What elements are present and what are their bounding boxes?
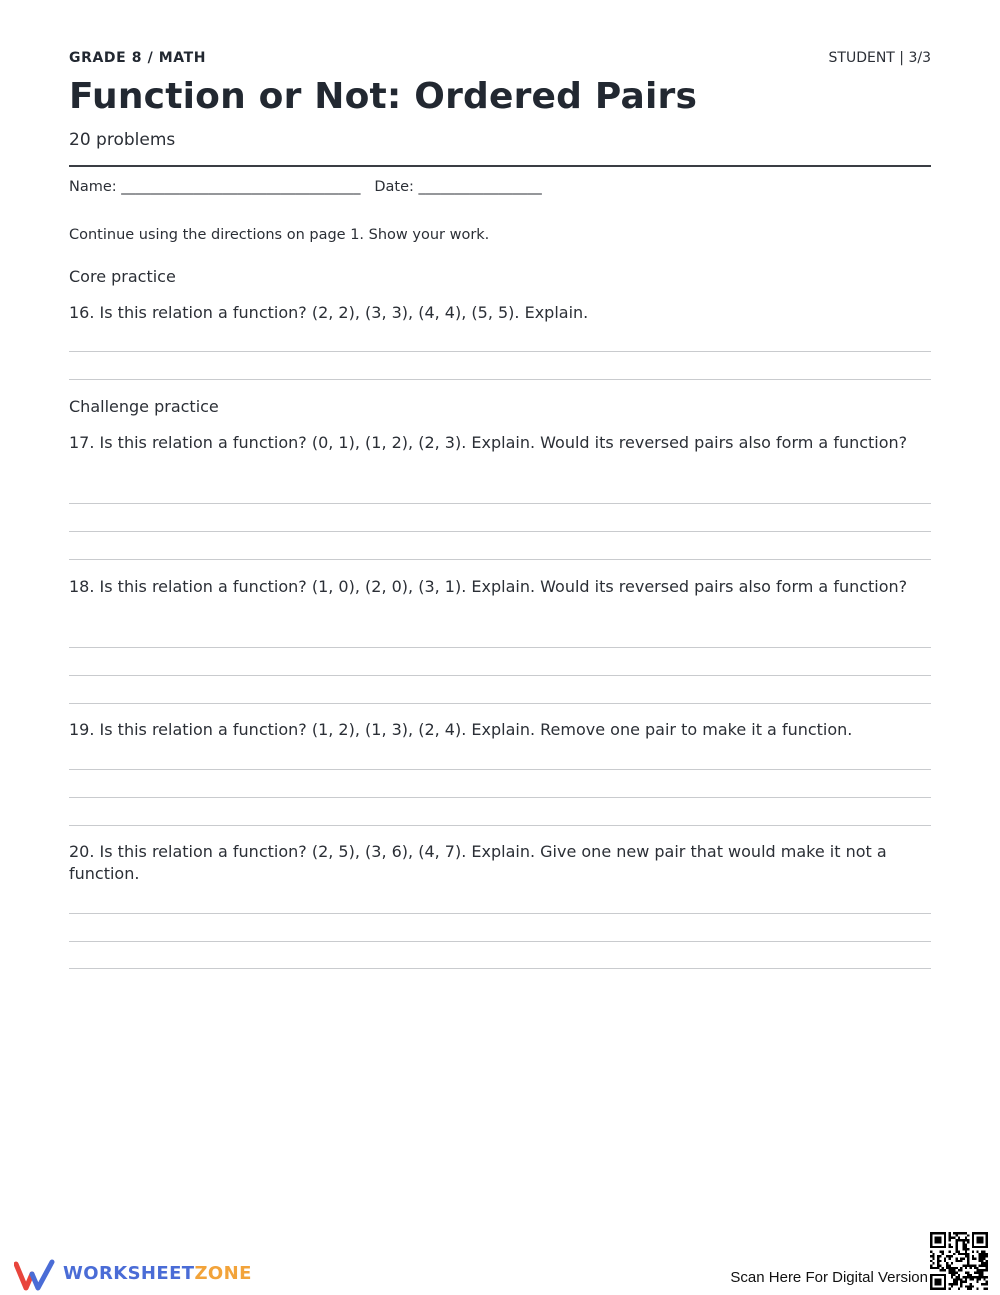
grade-subject-label: GRADE 8 / MATH <box>69 50 207 66</box>
answer-line <box>69 531 931 532</box>
problem-16: 16. Is this relation a function? (2, 2), (3, 3), (4, 4), (5, 5). Explain. <box>69 303 589 322</box>
section-heading-challenge: Challenge practice <box>69 397 219 416</box>
scan-caption: Scan Here For Digital Version <box>730 1269 928 1286</box>
answer-line <box>69 769 931 770</box>
answer-line <box>69 968 931 969</box>
page-number-label: STUDENT | 3/3 <box>828 50 931 66</box>
brand-part-2: ZONE <box>194 1263 252 1284</box>
answer-line <box>69 351 931 352</box>
directions-text: Continue using the directions on page 1. Show your work. <box>69 227 490 243</box>
answer-line <box>69 559 931 560</box>
answer-line <box>69 675 931 676</box>
problem-18: 18. Is this relation a function? (1, 0), (2, 0), (3, 1). Explain. Would its reversed pairs also form a function? <box>69 577 908 596</box>
qr-code-icon[interactable] <box>930 1232 988 1290</box>
answer-line <box>69 941 931 942</box>
brand-part-1: WORKSHEET <box>63 1263 195 1284</box>
answer-line <box>69 647 931 648</box>
header-divider <box>69 165 931 167</box>
answer-line <box>69 797 931 798</box>
worksheetzone-logo-icon <box>14 1258 56 1292</box>
brand-wordmark <box>63 1263 252 1284</box>
page-title: Function or Not: Ordered Pairs <box>69 76 698 117</box>
problem-20: 20. Is this relation a function? (2, 5), (3, 6), (4, 7). Explain. Give one new pair that would make it not a function. <box>69 842 887 883</box>
answer-line <box>69 703 931 704</box>
section-heading-core: Core practice <box>69 267 176 286</box>
name-date-fields: Name: _________________________________ Date: _________________ <box>69 179 542 195</box>
answer-line <box>69 913 931 914</box>
answer-line <box>69 503 931 504</box>
problem-17: 17. Is this relation a function? (0, 1), (1, 2), (2, 3). Explain. Would its reversed pairs also form a function? <box>69 433 908 452</box>
answer-line <box>69 379 931 380</box>
problem-count: 20 problems <box>69 130 176 150</box>
answer-line <box>69 825 931 826</box>
problem-19: 19. Is this relation a function? (1, 2), (1, 3), (2, 4). Explain. Remove one pair to make it a function. <box>69 720 853 739</box>
page-header <box>69 50 931 70</box>
